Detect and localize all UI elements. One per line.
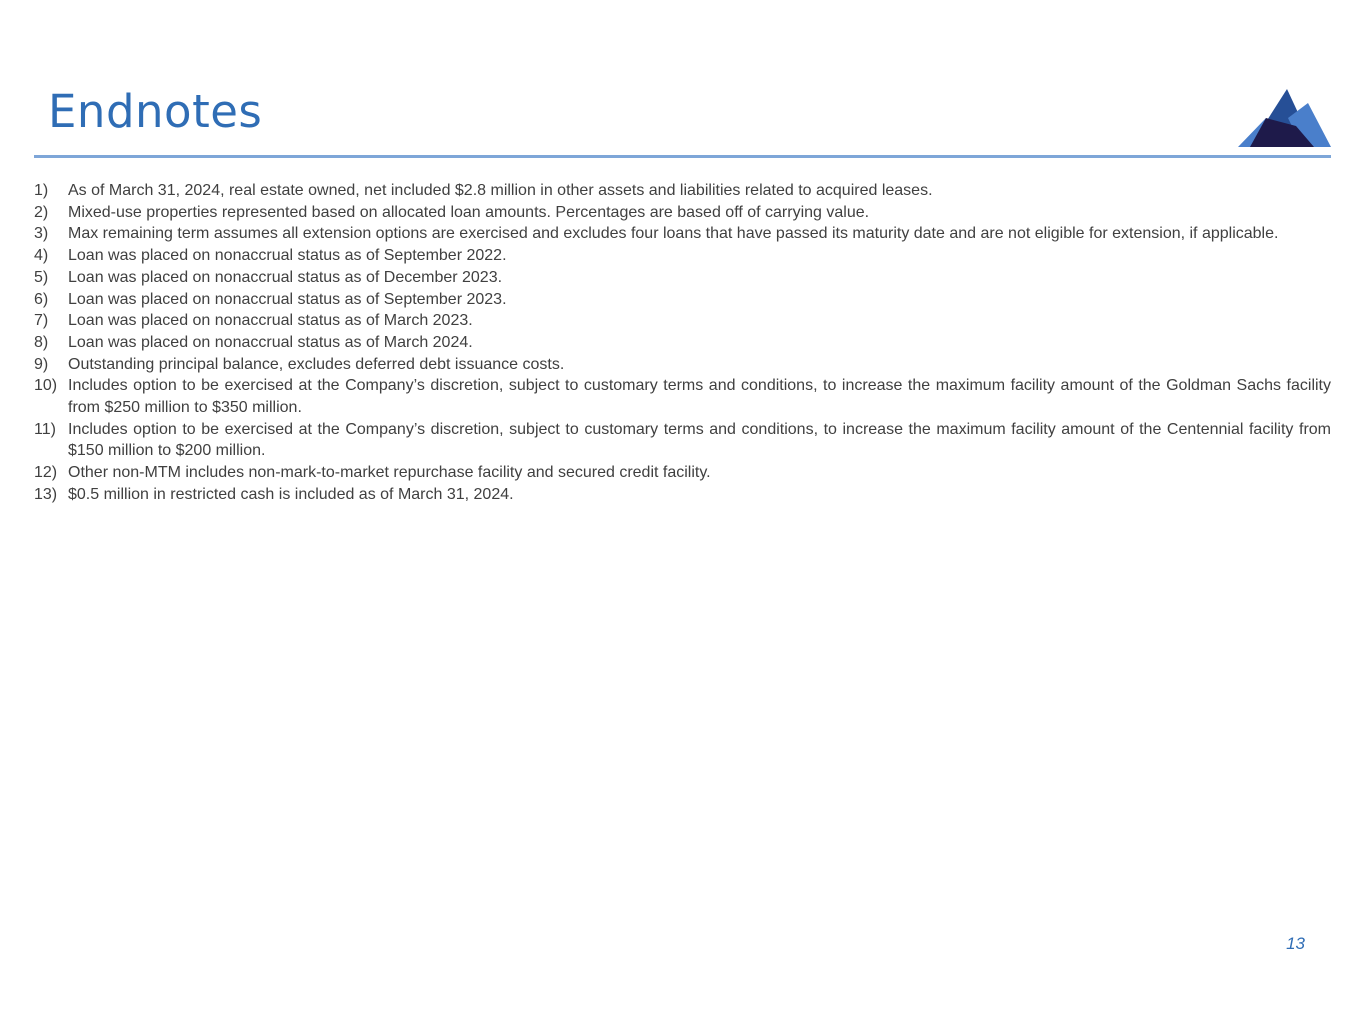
page-title: Endnotes (48, 85, 263, 138)
endnote-item (34, 332, 1331, 354)
endnote-text: As of March 31, 2024, real estate owned, net included $2.8 million in other assets and liabilities related to acquired leases. (68, 182, 933, 199)
endnote-text: Outstanding principal balance, excludes deferred debt issuance costs. (68, 355, 565, 373)
endnote-text: Includes option to be exercised at the Company’s discretion, subject to customary terms and conditions, to increase the maximum facility amount of the Centennial facility from $150 million to $200 million. (68, 420, 1331, 460)
endnote-number: 8) (34, 333, 49, 351)
endnote-item (34, 375, 1331, 418)
endnote-item (34, 419, 1331, 462)
endnote-text: Loan was placed on nonaccrual status as of September 2023. (68, 290, 507, 308)
endnote-number: 5) (34, 268, 49, 286)
endnote-item (34, 202, 1331, 224)
endnote-text: Loan was placed on nonaccrual status as of March 2024. (68, 333, 473, 351)
endnote-text: Max remaining term assumes all extension options are exercised and excludes four loans that have passed its maturity date and are not eligible for extension, if applicable. (68, 225, 1279, 243)
endnote-text: Loan was placed on nonaccrual status as of September 2022. (68, 247, 507, 265)
endnote-item (34, 484, 1331, 506)
title-divider (34, 155, 1331, 158)
endnote-item (34, 289, 1331, 311)
endnote-item (34, 223, 1331, 245)
endnote-number: 6) (34, 290, 49, 308)
endnote-item (34, 267, 1331, 289)
endnote-item (34, 354, 1331, 376)
mountain-logo-icon (1236, 88, 1332, 148)
endnote-text: Loan was placed on nonaccrual status as of December 2023. (68, 268, 503, 286)
endnote-number: 11) (34, 420, 56, 438)
endnote-item (34, 310, 1331, 332)
endnote-item (34, 180, 1331, 202)
endnote-number: 13) (34, 485, 58, 503)
endnotes-list (34, 180, 1331, 506)
page-number: 13 (1286, 934, 1305, 953)
endnote-number: 1) (34, 182, 49, 199)
endnote-number: 3) (34, 225, 49, 243)
endnote-number: 10) (34, 377, 58, 395)
endnote-text: Mixed-use properties represented based on allocated loan amounts. Percentages are based off of carrying value. (68, 203, 870, 221)
endnote-number: 12) (34, 464, 58, 482)
endnote-text: Loan was placed on nonaccrual status as of March 2023. (68, 312, 473, 330)
endnote-number: 2) (34, 203, 49, 221)
endnote-text: Includes option to be exercised at the Company’s discretion, subject to customary terms and conditions, to increase the maximum facility amount of the Goldman Sachs facility from $250 million to $350 million. (68, 377, 1331, 417)
endnote-number: 7) (34, 312, 49, 330)
endnote-text: Other non-MTM includes non-mark-to-market repurchase facility and secured credit facility. (68, 464, 711, 482)
endnote-item (34, 462, 1331, 484)
endnote-number: 4) (34, 247, 49, 265)
endnote-text: $0.5 million in restricted cash is included as of March 31, 2024. (68, 485, 514, 503)
endnote-item (34, 245, 1331, 267)
endnote-number: 9) (34, 355, 49, 373)
